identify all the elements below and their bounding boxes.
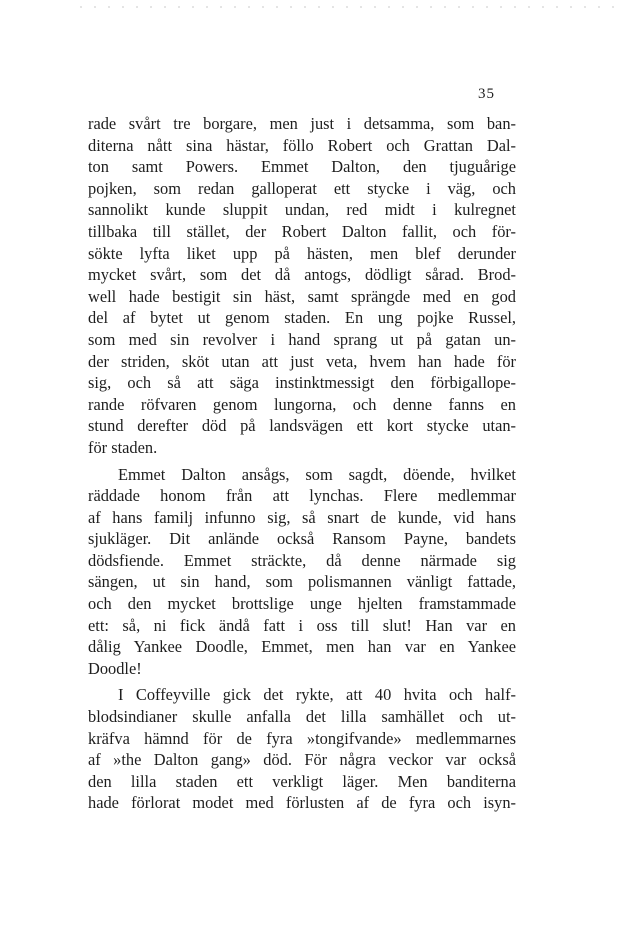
- page-number: 35: [478, 86, 495, 102]
- text-line: blodsindianer skulle anfalla det lilla samhället och ut-: [88, 707, 516, 727]
- paragraph-1: [88, 113, 516, 459]
- text-line: hade förlorat modet med förlusten af de fyra och isyn-: [88, 793, 516, 813]
- text-line: Emmet Dalton ansågs, som sagdt, döende, hvilket: [118, 464, 516, 484]
- text-line: pojken, som redan galloperat ett stycke i väg, och: [88, 178, 516, 198]
- text-line: af hans familj infunno sig, så snart de kunde, vid hans: [88, 507, 516, 527]
- text-line: ett: så, ni fick ändå fatt i oss till slut! Han var en: [88, 615, 516, 635]
- text-line: diterna nått sina hästar, föllo Robert och Grattan Dal-: [88, 135, 516, 155]
- text-line: I Coffeyville gick det rykte, att 40 hvita och half-: [118, 685, 516, 705]
- text-line: sjukläger. Dit anlände också Ransom Payne, bandets: [88, 529, 516, 549]
- text-line: som med sin revolver i hand sprang ut på gatan un-: [88, 329, 516, 349]
- paragraph-2: [88, 464, 516, 680]
- text-line: kräfva hämnd för de fyra »tongifvande» medlemmarnes: [88, 728, 516, 748]
- paragraph-3: [88, 684, 516, 814]
- text-line: dödsfiende. Emmet sträckte, då denne närmade sig: [88, 550, 516, 570]
- text-line: del af bytet ut genom staden. En ung pojke Russel,: [88, 308, 516, 328]
- text-line: rade svårt tre borgare, men just i detsamma, som ban-: [88, 114, 516, 133]
- text-line: sannolikt kunde sluppit undan, red midt i kulregnet: [88, 200, 516, 220]
- text-line: dålig Yankee Doodle, Emmet, men han var en Yankee: [88, 637, 516, 657]
- text-line: sig, och så att säga instinktmessigt den förbigallope-: [88, 373, 516, 393]
- text-line: stund derefter död på landsvägen ett kort stycke utan-: [88, 416, 516, 436]
- text-line: och den mycket brottslige unge hjelten framstammade: [88, 594, 516, 614]
- text-line: sökte lyfta liket upp på hästen, men blef derunder: [88, 243, 516, 263]
- text-line: för staden.: [88, 437, 158, 457]
- text-line: af »the Dalton gang» död. För några veckor var också: [88, 750, 516, 770]
- body-text: [88, 113, 516, 814]
- text-line: der striden, sköt utan att just veta, hvem han hade för: [88, 351, 516, 371]
- text-line: well hade bestigit sin häst, samt sprängde med en god: [88, 286, 516, 306]
- text-line: rande röfvaren genom lungorna, och denne fanns en: [88, 394, 516, 414]
- text-line: räddade honom från att lynchas. Flere medlemmar: [88, 486, 516, 506]
- text-line: ton samt Powers. Emmet Dalton, den tjuguårige: [88, 157, 516, 177]
- text-line: mycket svårt, som det då antogs, dödligt sårad. Brod-: [88, 265, 516, 285]
- text-line: sängen, ut sin hand, som polismannen vänligt fattade,: [88, 572, 516, 592]
- text-line: tillbaka till stället, der Robert Dalton fallit, och för-: [88, 221, 516, 241]
- text-line: Doodle!: [88, 658, 142, 678]
- text-line: den lilla staden ett verkligt läger. Men banditerna: [88, 771, 516, 791]
- scan-edge-speckle: [80, 6, 620, 8]
